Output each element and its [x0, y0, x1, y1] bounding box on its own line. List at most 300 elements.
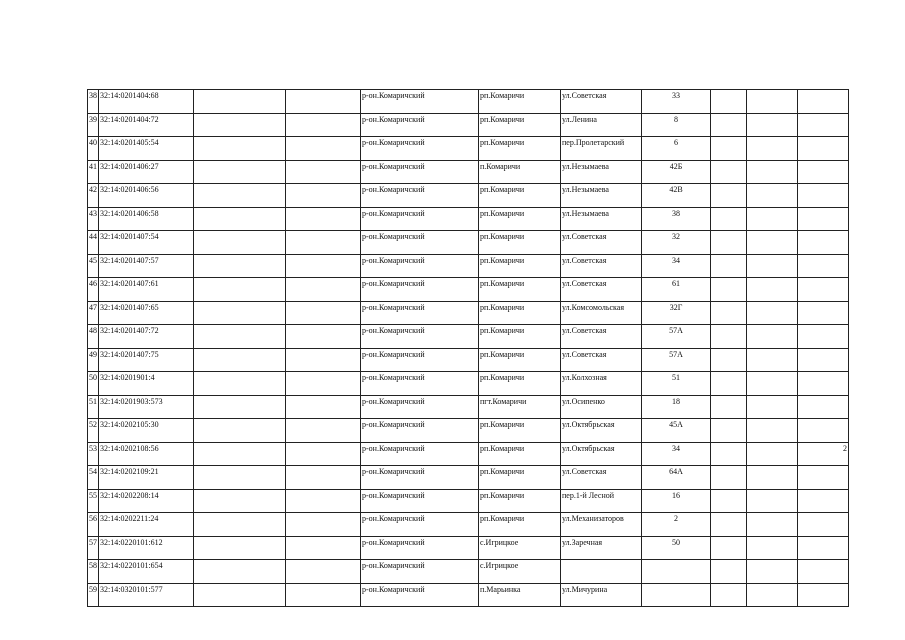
- district-line-2: Комаричский: [378, 537, 425, 547]
- empty-cell: [747, 301, 798, 325]
- settlement: рп.Комаричи: [479, 372, 561, 396]
- empty-cell: [194, 442, 286, 466]
- district-line-1: р-он.: [362, 326, 379, 335]
- district-line-1: р-он.: [362, 490, 379, 500]
- table-row: [88, 301, 849, 325]
- empty-cell: [194, 466, 286, 490]
- row-number: 53: [88, 442, 99, 466]
- extra-value: [798, 348, 849, 372]
- settlement: рп.Комаричи: [479, 513, 561, 537]
- table-row: [88, 325, 849, 349]
- empty-cell: [711, 419, 747, 443]
- empty-cell: [747, 419, 798, 443]
- district-line-2: Комаричский: [378, 208, 425, 218]
- empty-cell: [711, 278, 747, 302]
- empty-cell: [747, 560, 798, 584]
- district: [361, 442, 479, 466]
- row-number: 54: [88, 466, 99, 490]
- empty-cell: [194, 90, 286, 114]
- street: ул.Ленина: [561, 113, 642, 137]
- empty-cell: [747, 536, 798, 560]
- empty-cell: [711, 90, 747, 114]
- empty-cell: [286, 536, 361, 560]
- empty-cell: [747, 348, 798, 372]
- table-row: [88, 372, 849, 396]
- table-row: [88, 442, 849, 466]
- empty-cell: [711, 583, 747, 607]
- empty-cell: [711, 560, 747, 584]
- cadastral-number: 32:14:0202211:24: [99, 513, 194, 537]
- street: ул.Незымаева: [561, 184, 642, 208]
- empty-cell: [711, 325, 747, 349]
- empty-cell: [194, 254, 286, 278]
- district-line-2: Комаричский: [378, 561, 425, 570]
- empty-cell: [711, 372, 747, 396]
- empty-cell: [194, 348, 286, 372]
- settlement: рп.Комаричи: [479, 466, 561, 490]
- empty-cell: [194, 207, 286, 231]
- row-number: 39: [88, 113, 99, 137]
- district-line-1: р-он.: [362, 420, 379, 429]
- empty-cell: [194, 583, 286, 607]
- district: [361, 348, 479, 372]
- settlement: рп.Комаричи: [479, 184, 561, 208]
- table-row: [88, 348, 849, 372]
- street: ул.Осипенко: [561, 395, 642, 419]
- street: ул.Октябрьская: [561, 442, 642, 466]
- empty-cell: [711, 231, 747, 255]
- empty-cell: [711, 442, 747, 466]
- district-line-2: Комаричский: [378, 91, 425, 100]
- house-number: 38: [642, 207, 711, 231]
- district-line-2: Комаричский: [378, 279, 425, 288]
- cadastral-number: 32:14:0202108:56: [99, 442, 194, 466]
- empty-cell: [711, 513, 747, 537]
- table-row: [88, 560, 849, 584]
- cadastral-number: 32:14:0201407:54: [99, 231, 194, 255]
- table-row: [88, 278, 849, 302]
- district: [361, 231, 479, 255]
- street: ул.Советская: [561, 231, 642, 255]
- district: [361, 207, 479, 231]
- table-row: [88, 90, 849, 114]
- empty-cell: [286, 207, 361, 231]
- empty-cell: [286, 489, 361, 513]
- district-line-1: р-он.: [362, 443, 379, 453]
- table-row: [88, 583, 849, 607]
- extra-value: [798, 419, 849, 443]
- district: [361, 583, 479, 607]
- cadastral-number: 32:14:0201407:65: [99, 301, 194, 325]
- table-row: [88, 489, 849, 513]
- extra-value: 2: [798, 442, 849, 466]
- district-line-2: Комаричский: [378, 467, 425, 476]
- empty-cell: [747, 207, 798, 231]
- settlement: рп.Комаричи: [479, 325, 561, 349]
- extra-value: [798, 372, 849, 396]
- settlement: п.Марьинка: [479, 583, 561, 607]
- settlement: рп.Комаричи: [479, 90, 561, 114]
- empty-cell: [286, 395, 361, 419]
- street: пер.1-й Лесной: [561, 489, 642, 513]
- table-row: [88, 137, 849, 161]
- settlement: рп.Комаричи: [479, 301, 561, 325]
- empty-cell: [194, 395, 286, 419]
- empty-cell: [286, 254, 361, 278]
- settlement: рп.Комаричи: [479, 419, 561, 443]
- house-number: 61: [642, 278, 711, 302]
- house-number: 8: [642, 113, 711, 137]
- settlement: рп.Комаричи: [479, 113, 561, 137]
- empty-cell: [286, 583, 361, 607]
- cadastral-number: 32:14:0201903:573: [99, 395, 194, 419]
- district-line-1: р-он.: [362, 302, 379, 312]
- row-number: 51: [88, 395, 99, 419]
- empty-cell: [194, 137, 286, 161]
- empty-cell: [194, 536, 286, 560]
- table-row: [88, 160, 849, 184]
- extra-value: [798, 560, 849, 584]
- district-line-2: Комаричский: [378, 302, 425, 312]
- house-number: 57А: [642, 325, 711, 349]
- district-line-1: р-он.: [362, 279, 379, 288]
- cadastral-number: 32:14:0202109:21: [99, 466, 194, 490]
- empty-cell: [747, 231, 798, 255]
- district: [361, 466, 479, 490]
- house-number: [642, 583, 711, 607]
- district-line-1: р-он.: [362, 561, 379, 570]
- empty-cell: [747, 442, 798, 466]
- empty-cell: [194, 160, 286, 184]
- extra-value: [798, 90, 849, 114]
- settlement: с.Игрицкое: [479, 536, 561, 560]
- extra-value: [798, 231, 849, 255]
- empty-cell: [286, 372, 361, 396]
- cadastral-number: 32:14:0220101:654: [99, 560, 194, 584]
- empty-cell: [711, 207, 747, 231]
- empty-cell: [194, 560, 286, 584]
- street: ул.Механизаторов: [561, 513, 642, 537]
- street: пер.Пролетарский: [561, 137, 642, 161]
- empty-cell: [711, 184, 747, 208]
- empty-cell: [711, 160, 747, 184]
- empty-cell: [194, 372, 286, 396]
- row-number: 59: [88, 583, 99, 607]
- row-number: 40: [88, 137, 99, 161]
- district-line-2: Комаричский: [378, 584, 425, 594]
- street: ул.Октябрьская: [561, 419, 642, 443]
- empty-cell: [747, 113, 798, 137]
- empty-cell: [286, 442, 361, 466]
- extra-value: [798, 395, 849, 419]
- empty-cell: [747, 278, 798, 302]
- street: [561, 560, 642, 584]
- district: [361, 513, 479, 537]
- empty-cell: [711, 113, 747, 137]
- cadastral-table: [87, 89, 849, 607]
- settlement: рп.Комаричи: [479, 254, 561, 278]
- street: ул.Советская: [561, 90, 642, 114]
- district-line-1: р-он.: [362, 138, 379, 147]
- district-line-2: Комаричский: [378, 255, 425, 265]
- cadastral-number: 32:14:0201406:58: [99, 207, 194, 231]
- district: [361, 137, 479, 161]
- empty-cell: [711, 489, 747, 513]
- empty-cell: [747, 184, 798, 208]
- district-line-2: Комаричский: [378, 373, 425, 382]
- extra-value: [798, 113, 849, 137]
- extra-value: [798, 466, 849, 490]
- empty-cell: [286, 231, 361, 255]
- district: [361, 254, 479, 278]
- row-number: 43: [88, 207, 99, 231]
- district: [361, 560, 479, 584]
- house-number: 18: [642, 395, 711, 419]
- empty-cell: [747, 137, 798, 161]
- row-number: 57: [88, 536, 99, 560]
- empty-cell: [286, 90, 361, 114]
- street: ул.Советская: [561, 278, 642, 302]
- settlement: пгт.Комаричи: [479, 395, 561, 419]
- row-number: 38: [88, 90, 99, 114]
- house-number: 45А: [642, 419, 711, 443]
- empty-cell: [286, 137, 361, 161]
- district-line-2: Комаричский: [378, 349, 425, 359]
- house-number: 32Г: [642, 301, 711, 325]
- district: [361, 489, 479, 513]
- empty-cell: [286, 113, 361, 137]
- cadastral-number: 32:14:0202105:30: [99, 419, 194, 443]
- district-line-2: Комаричский: [378, 138, 425, 147]
- table-row: [88, 184, 849, 208]
- empty-cell: [747, 466, 798, 490]
- empty-cell: [286, 184, 361, 208]
- district: [361, 372, 479, 396]
- district-line-2: Комаричский: [378, 396, 425, 406]
- table-body: [88, 90, 849, 607]
- cadastral-number: 32:14:0201407:75: [99, 348, 194, 372]
- empty-cell: [194, 513, 286, 537]
- row-number: 42: [88, 184, 99, 208]
- empty-cell: [286, 419, 361, 443]
- table-row: [88, 207, 849, 231]
- empty-cell: [194, 231, 286, 255]
- house-number: 57А: [642, 348, 711, 372]
- cadastral-number: 32:14:0201404:72: [99, 113, 194, 137]
- empty-cell: [711, 348, 747, 372]
- house-number: [642, 560, 711, 584]
- house-number: 6: [642, 137, 711, 161]
- empty-cell: [711, 536, 747, 560]
- cadastral-number: 32:14:0201407:61: [99, 278, 194, 302]
- district: [361, 325, 479, 349]
- house-number: 32: [642, 231, 711, 255]
- row-number: 47: [88, 301, 99, 325]
- district-line-2: Комаричский: [378, 114, 425, 124]
- district-line-2: Комаричский: [378, 420, 425, 429]
- empty-cell: [747, 372, 798, 396]
- settlement: п.Комаричи: [479, 160, 561, 184]
- empty-cell: [747, 160, 798, 184]
- row-number: 58: [88, 560, 99, 584]
- row-number: 52: [88, 419, 99, 443]
- cadastral-number: 32:14:0201407:57: [99, 254, 194, 278]
- district-line-2: Комаричский: [378, 161, 425, 171]
- house-number: 2: [642, 513, 711, 537]
- empty-cell: [286, 513, 361, 537]
- district-line-1: р-он.: [362, 161, 379, 171]
- table-row: [88, 231, 849, 255]
- settlement: с.Игрицкое: [479, 560, 561, 584]
- district-line-1: р-он.: [362, 349, 379, 359]
- street: ул.Советская: [561, 466, 642, 490]
- cadastral-number: 32:14:0202208:14: [99, 489, 194, 513]
- house-number: 64А: [642, 466, 711, 490]
- house-number: 33: [642, 90, 711, 114]
- cadastral-number: 32:14:0201404:68: [99, 90, 194, 114]
- extra-value: [798, 489, 849, 513]
- empty-cell: [711, 301, 747, 325]
- district-line-2: Комаричский: [378, 443, 425, 453]
- empty-cell: [194, 419, 286, 443]
- cadastral-number: 32:14:0201406:56: [99, 184, 194, 208]
- empty-cell: [194, 278, 286, 302]
- street: ул.Советская: [561, 254, 642, 278]
- house-number: 50: [642, 536, 711, 560]
- row-number: 49: [88, 348, 99, 372]
- district: [361, 160, 479, 184]
- empty-cell: [747, 395, 798, 419]
- empty-cell: [747, 325, 798, 349]
- district-line-1: р-он.: [362, 467, 379, 476]
- empty-cell: [711, 466, 747, 490]
- district-line-1: р-он.: [362, 114, 379, 124]
- table-row: [88, 419, 849, 443]
- district: [361, 395, 479, 419]
- house-number: 16: [642, 489, 711, 513]
- extra-value: [798, 278, 849, 302]
- street: ул.Советская: [561, 325, 642, 349]
- street: ул.Незымаева: [561, 207, 642, 231]
- empty-cell: [286, 325, 361, 349]
- empty-cell: [747, 90, 798, 114]
- district: [361, 90, 479, 114]
- empty-cell: [747, 513, 798, 537]
- row-number: 45: [88, 254, 99, 278]
- settlement: рп.Комаричи: [479, 278, 561, 302]
- street: ул.Заречная: [561, 536, 642, 560]
- empty-cell: [711, 254, 747, 278]
- extra-value: [798, 137, 849, 161]
- table-row: [88, 513, 849, 537]
- extra-value: [798, 513, 849, 537]
- cadastral-number: 32:14:0201901:4: [99, 372, 194, 396]
- row-number: 55: [88, 489, 99, 513]
- district-line-1: р-он.: [362, 255, 379, 265]
- empty-cell: [747, 489, 798, 513]
- district-line-2: Комаричский: [378, 326, 425, 335]
- extra-value: [798, 301, 849, 325]
- district: [361, 536, 479, 560]
- extra-value: [798, 536, 849, 560]
- district-line-1: р-он.: [362, 232, 379, 241]
- empty-cell: [747, 583, 798, 607]
- district: [361, 278, 479, 302]
- extra-value: [798, 583, 849, 607]
- settlement: рп.Комаричи: [479, 489, 561, 513]
- settlement: рп.Комаричи: [479, 442, 561, 466]
- district-line-2: Комаричский: [378, 490, 425, 500]
- empty-cell: [286, 348, 361, 372]
- district-line-1: р-он.: [362, 584, 379, 594]
- street: ул.Советская: [561, 348, 642, 372]
- empty-cell: [286, 278, 361, 302]
- empty-cell: [286, 160, 361, 184]
- table-row: [88, 113, 849, 137]
- district: [361, 419, 479, 443]
- cadastral-number: 32:14:0201407:72: [99, 325, 194, 349]
- settlement: рп.Комаричи: [479, 231, 561, 255]
- empty-cell: [194, 489, 286, 513]
- row-number: 44: [88, 231, 99, 255]
- street: ул.Комсомольская: [561, 301, 642, 325]
- empty-cell: [286, 466, 361, 490]
- settlement: рп.Комаричи: [479, 137, 561, 161]
- district-line-1: р-он.: [362, 91, 379, 100]
- house-number: 42Б: [642, 160, 711, 184]
- district-line-2: Комаричский: [378, 232, 425, 241]
- empty-cell: [286, 560, 361, 584]
- district: [361, 301, 479, 325]
- cadastral-number: 32:14:0320101:577: [99, 583, 194, 607]
- table-row: [88, 395, 849, 419]
- extra-value: [798, 207, 849, 231]
- row-number: 48: [88, 325, 99, 349]
- row-number: 50: [88, 372, 99, 396]
- district-line-1: р-он.: [362, 537, 379, 547]
- house-number: 34: [642, 442, 711, 466]
- empty-cell: [194, 184, 286, 208]
- row-number: 56: [88, 513, 99, 537]
- empty-cell: [194, 325, 286, 349]
- empty-cell: [286, 301, 361, 325]
- settlement: рп.Комаричи: [479, 348, 561, 372]
- empty-cell: [711, 137, 747, 161]
- empty-cell: [747, 254, 798, 278]
- table-row: [88, 254, 849, 278]
- house-number: 34: [642, 254, 711, 278]
- extra-value: [798, 160, 849, 184]
- house-number: 42В: [642, 184, 711, 208]
- cadastral-number: 32:14:0220101:612: [99, 536, 194, 560]
- row-number: 46: [88, 278, 99, 302]
- district-line-1: р-он.: [362, 185, 379, 194]
- empty-cell: [194, 113, 286, 137]
- table-row: [88, 466, 849, 490]
- district-line-2: Комаричский: [378, 185, 425, 194]
- cadastral-number: 32:14:0201406:27: [99, 160, 194, 184]
- house-number: 51: [642, 372, 711, 396]
- street: ул.Незымаева: [561, 160, 642, 184]
- district-line-1: р-он.: [362, 514, 379, 523]
- extra-value: [798, 184, 849, 208]
- cadastral-number: 32:14:0201405:54: [99, 137, 194, 161]
- district-line-1: р-он.: [362, 208, 379, 218]
- district: [361, 184, 479, 208]
- settlement: рп.Комаричи: [479, 207, 561, 231]
- extra-value: [798, 254, 849, 278]
- street: ул.Мичурина: [561, 583, 642, 607]
